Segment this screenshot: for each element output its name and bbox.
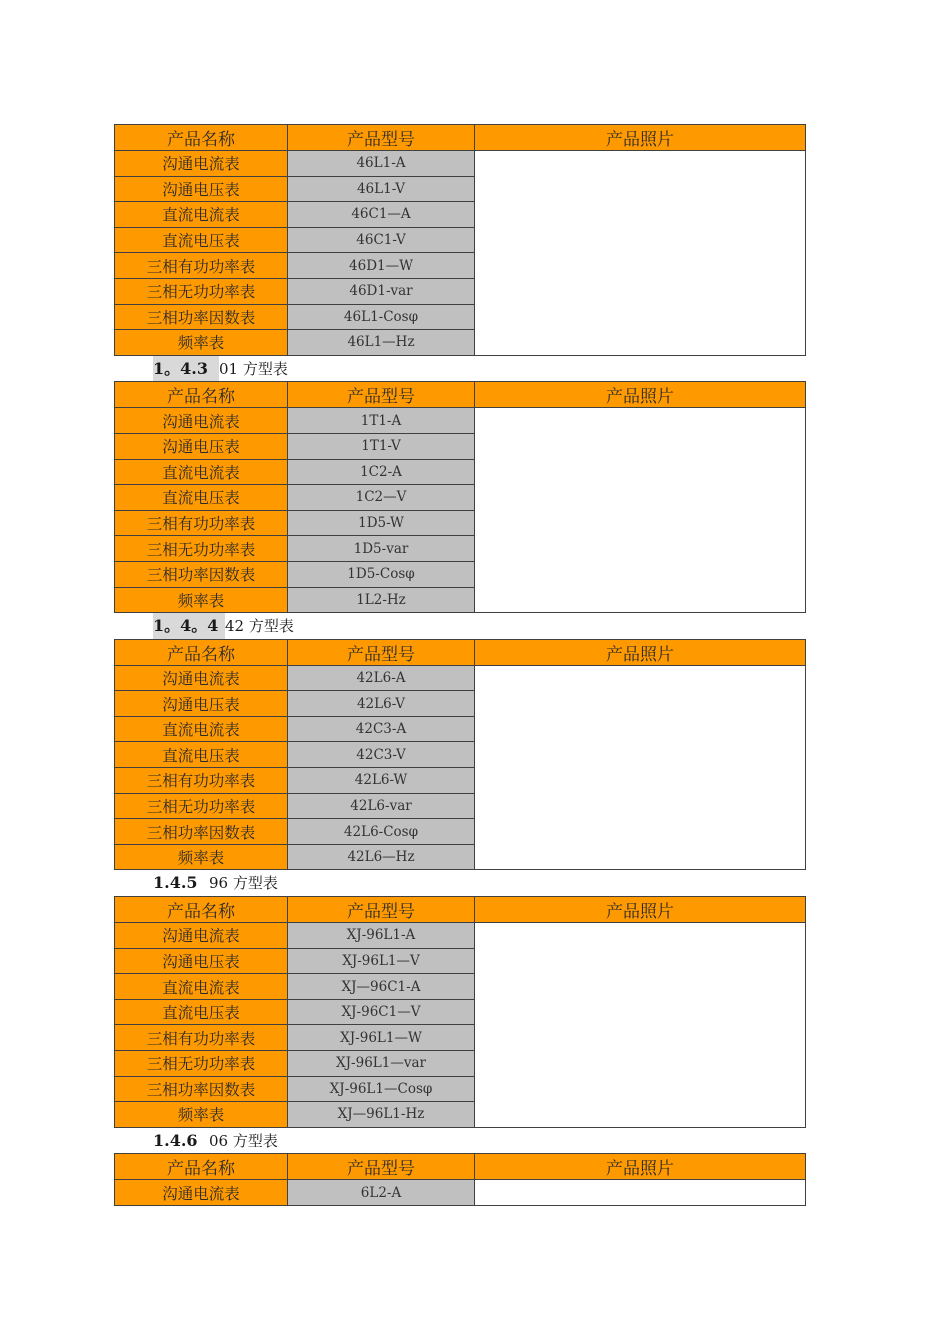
section-heading [114, 356, 805, 382]
product-name-cell: 沟通电流表 [115, 665, 288, 691]
product-model-cell: 46C1-V [288, 227, 475, 253]
section-number: 1.4.5 [153, 873, 198, 893]
product-model-cell: 1C2—V [288, 485, 475, 511]
product-model-cell: 1T1-V [288, 433, 475, 459]
product-name-cell: 沟通电压表 [115, 176, 288, 202]
product-model-cell: 1D5-var [288, 536, 475, 562]
header-product-name: 产品名称 [115, 125, 288, 151]
product-model-cell: XJ-96L1-A [288, 923, 475, 949]
section-number: 1。4。4 [153, 613, 225, 639]
product-model-cell: XJ-96L1—V [288, 948, 475, 974]
product-name-cell: 直流电流表 [115, 459, 288, 485]
header-product-model: 产品型号 [288, 1154, 475, 1180]
table-header-row [115, 382, 806, 408]
product-model-cell: 42L6-W [288, 768, 475, 794]
header-product-photo: 产品照片 [475, 639, 806, 665]
product-name-cell: 直流电流表 [115, 716, 288, 742]
product-name-cell: 频率表 [115, 844, 288, 870]
product-name-cell: 沟通电压表 [115, 948, 288, 974]
product-model-cell: 42L6-V [288, 691, 475, 717]
product-model-cell: 1T1-A [288, 408, 475, 434]
table-header-row [115, 639, 806, 665]
product-model-cell: 46C1—A [288, 202, 475, 228]
product-name-cell: 三相功率因数表 [115, 1076, 288, 1102]
product-name-cell: 沟通电流表 [115, 151, 288, 177]
product-model-cell: 1L2-Hz [288, 587, 475, 613]
product-name-cell: 直流电流表 [115, 202, 288, 228]
product-model-cell: 42L6—Hz [288, 844, 475, 870]
product-model-cell: 46L1-A [288, 151, 475, 177]
product-model-cell: 46L1-Cosφ [288, 304, 475, 330]
product-model-cell: 1C2-A [288, 459, 475, 485]
product-name-cell: 沟通电流表 [115, 408, 288, 434]
product-model-cell: XJ-96L1—Cosφ [288, 1076, 475, 1102]
product-model-cell: 46D1—W [288, 253, 475, 279]
section-heading [114, 613, 805, 639]
product-model-cell: 42C3-V [288, 742, 475, 768]
header-product-model: 产品型号 [288, 897, 475, 923]
header-product-name: 产品名称 [115, 1154, 288, 1180]
table-header-row [115, 897, 806, 923]
product-model-cell: 42C3-A [288, 716, 475, 742]
section-number: 1。4.3 [153, 356, 219, 382]
product-name-cell: 直流电压表 [115, 999, 288, 1025]
product-name-cell: 三相有功功率表 [115, 253, 288, 279]
product-name-cell: 三相有功功率表 [115, 510, 288, 536]
product-table [114, 381, 806, 613]
product-name-cell: 三相无功功率表 [115, 1051, 288, 1077]
product-table [114, 896, 806, 1128]
product-model-cell: 42L6-Cosφ [288, 819, 475, 845]
header-product-photo: 产品照片 [475, 125, 806, 151]
product-name-cell: 频率表 [115, 330, 288, 356]
product-name-cell: 直流电流表 [115, 974, 288, 1000]
product-model-cell: XJ-96C1—V [288, 999, 475, 1025]
product-model-cell: 46L1—Hz [288, 330, 475, 356]
product-name-cell: 三相功率因数表 [115, 304, 288, 330]
product-name-cell: 沟通电流表 [115, 1180, 288, 1206]
header-product-photo: 产品照片 [475, 1154, 806, 1180]
product-model-cell: 1D5-W [288, 510, 475, 536]
header-product-model: 产品型号 [288, 125, 475, 151]
section-heading [114, 870, 805, 896]
table-row [115, 408, 806, 434]
product-name-cell: 三相无功功率表 [115, 536, 288, 562]
table-row [115, 151, 806, 177]
product-name-cell: 频率表 [115, 587, 288, 613]
product-name-cell: 沟通电压表 [115, 691, 288, 717]
header-product-name: 产品名称 [115, 897, 288, 923]
product-name-cell: 频率表 [115, 1102, 288, 1128]
header-product-name: 产品名称 [115, 382, 288, 408]
section-title: 01 方型表 [219, 359, 288, 378]
product-model-cell: 46D1-var [288, 278, 475, 304]
product-photo-cell [475, 151, 806, 356]
product-model-cell: 1D5-Cosφ [288, 561, 475, 587]
product-photo-cell [475, 923, 806, 1128]
header-product-name: 产品名称 [115, 639, 288, 665]
product-name-cell: 三相有功功率表 [115, 1025, 288, 1051]
product-model-cell: 6L2-A [288, 1180, 475, 1206]
product-model-cell: 42L6-A [288, 665, 475, 691]
section-title: 06 方型表 [209, 1131, 278, 1150]
product-name-cell: 沟通电流表 [115, 923, 288, 949]
product-name-cell: 沟通电压表 [115, 433, 288, 459]
table-header-row [115, 1154, 806, 1180]
header-product-model: 产品型号 [288, 382, 475, 408]
table-row [115, 923, 806, 949]
document-body [114, 124, 805, 1206]
table-header-row [115, 125, 806, 151]
product-name-cell: 三相功率因数表 [115, 819, 288, 845]
section-title: 42 方型表 [225, 617, 294, 636]
product-photo-cell [475, 665, 806, 870]
product-model-cell: 46L1-V [288, 176, 475, 202]
header-product-model: 产品型号 [288, 639, 475, 665]
product-name-cell: 直流电压表 [115, 742, 288, 768]
product-name-cell: 直流电压表 [115, 485, 288, 511]
section-heading [114, 1128, 805, 1154]
product-name-cell: 三相无功功率表 [115, 793, 288, 819]
table-row [115, 665, 806, 691]
table-row [115, 1180, 806, 1206]
header-product-photo: 产品照片 [475, 897, 806, 923]
product-model-cell: 42L6-var [288, 793, 475, 819]
product-model-cell: XJ-96L1—W [288, 1025, 475, 1051]
product-table [114, 124, 806, 356]
product-name-cell: 三相无功功率表 [115, 278, 288, 304]
section-title: 96 方型表 [209, 874, 278, 893]
product-model-cell: XJ—96L1-Hz [288, 1102, 475, 1128]
product-photo-cell [475, 1180, 806, 1206]
product-name-cell: 三相功率因数表 [115, 561, 288, 587]
product-name-cell: 直流电压表 [115, 227, 288, 253]
product-table [114, 639, 806, 871]
product-table [114, 1153, 806, 1206]
product-name-cell: 三相有功功率表 [115, 768, 288, 794]
product-photo-cell [475, 408, 806, 613]
product-model-cell: XJ—96C1-A [288, 974, 475, 1000]
section-number: 1.4.6 [153, 1130, 198, 1150]
product-model-cell: XJ-96L1—var [288, 1051, 475, 1077]
header-product-photo: 产品照片 [475, 382, 806, 408]
